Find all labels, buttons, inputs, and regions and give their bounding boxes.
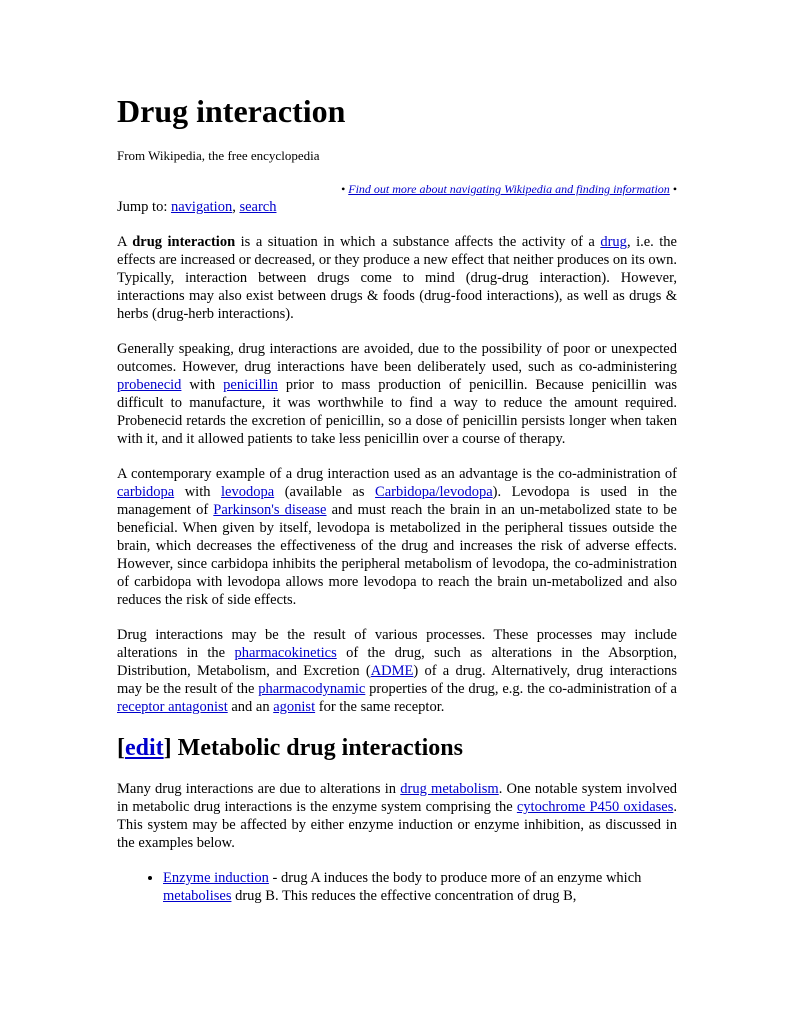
jump-navigation-link[interactable]: navigation [170, 199, 233, 215]
jump-separator: , [232, 199, 236, 215]
notice-bullet: • [672, 182, 677, 196]
paragraph-levodopa: A contemporary example of a drug interaction used as an advantage is the co-administration of carbidopa with levodopa (available as Carbidopa/levodopa). Levodopa is used in the management of Parkinson's disease and must reach the brain in an un-metabolized state to be beneficial. When given by itself, levodopa is metabolized in the peripheral tissues outside the brain, which decreases the effectiveness of the drug and increases the risk of adverse effects. However, since carbidopa inhibits the peripheral metabolism of levodopa, the co-administration of carbidopa with levodopa allows more levodopa to reach the brain un-metabolized and also reduces the risk of side effects. [117, 466, 677, 608]
link-enzyme-induction[interactable]: Enzyme induction [163, 870, 269, 886]
link-adme[interactable]: ADME [370, 663, 414, 679]
link-metabolises[interactable]: metabolises [163, 888, 232, 904]
link-carbidopa-levodopa[interactable]: Carbidopa/levodopa [375, 484, 493, 500]
navigation-notice [341, 182, 677, 196]
link-receptor-antagonist[interactable]: receptor antagonist [117, 699, 228, 715]
link-drug[interactable]: drug [600, 234, 627, 250]
link-penicillin[interactable]: penicillin [223, 377, 278, 393]
paragraph-metabolic: Many drug interactions are due to alterations in drug metabolism. One notable system involved in metabolic drug interactions is the enzyme system comprising the cytochrome P450 oxidases. This system may be affected by either enzyme induction or enzyme inhibition, as discussed in the examples below. [117, 781, 678, 851]
paragraph-probenecid: Generally speaking, drug interactions are avoided, due to the possibility of poor or unexpected outcomes. However, drug interactions have been deliberately used, such as co-administering probenecid with penicillin prior to mass production of penicillin. Because penicillin was difficult to manufacture, it was worthwhile to find a way to reduce the amount required. Probenecid retards the excretion of penicillin, so a dose of penicillin persists longer when taken with it, and it allowed patients to take less penicillin over a course of therapy. [117, 341, 677, 447]
edit-link[interactable]: edit [125, 735, 164, 761]
link-carbidopa[interactable]: carbidopa [117, 484, 175, 500]
jump-label: Jump to: [117, 199, 168, 215]
jump-search-link[interactable]: search [239, 199, 277, 215]
link-pharmacodynamic[interactable]: pharmacodynamic [258, 681, 366, 697]
link-drug-metabolism[interactable]: drug metabolism [400, 781, 499, 797]
interaction-list [117, 869, 677, 905]
term-bold: drug interaction [132, 234, 236, 250]
link-cytochrome-p450[interactable]: cytochrome P450 oxidases [516, 799, 674, 815]
notice-bullet: • [341, 182, 346, 196]
link-levodopa[interactable]: levodopa [221, 484, 275, 500]
source-line: From Wikipedia, the free encyclopedia [117, 148, 320, 163]
paragraph-intro: A drug interaction is a situation in which a substance affects the activity of a drug, i.e. the effects are increased or decreased, or they produce a new effect that neither produces on its own. Typically, interaction between drugs come to mind (drug-drug interaction). However, interactions may also exist between drugs & foods (drug-food interactions), as well as drugs & herbs (drug-herb interactions). [117, 234, 677, 322]
article-body [117, 233, 677, 905]
notice-link[interactable]: Find out more about navigating Wikipedia and finding information [348, 182, 670, 196]
jump-to [117, 198, 276, 216]
paragraph-processes: Drug interactions may be the result of various processes. These processes may include alterations in the pharmacokinetics of the drug, such as alterations in the Absorption, Distribution, Metabolism, and Excretion (ADME) of a drug. Alternatively, drug interactions may be the result of the pharmacodynamic properties of the drug, e.g. the co-administration of a receptor antagonist and an agonist for the same receptor. [117, 627, 677, 715]
link-agonist[interactable]: agonist [273, 699, 316, 715]
link-parkinsons-disease[interactable]: Parkinson's disease [213, 502, 327, 518]
link-probenecid[interactable]: probenecid [117, 377, 182, 393]
list-item: • Enzyme induction - drug A induces the body to produce more of an enzyme which metabolises drug B. This reduces the effective concentration of drug B, [163, 869, 677, 905]
section-heading: [edit] Metabolic drug interactions [117, 735, 463, 761]
link-pharmacokinetics[interactable]: pharmacokinetics [234, 645, 337, 661]
page-title: Drug interaction [117, 93, 346, 129]
